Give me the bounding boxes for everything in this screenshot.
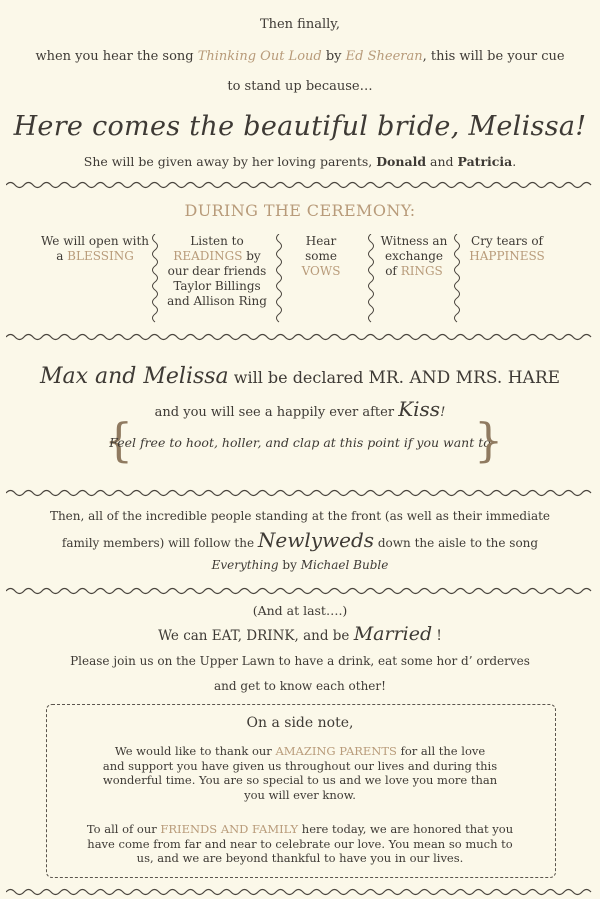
item-text: by our dear friends Taylor Billings and Allison Ring [167,249,267,308]
right-brace [474,413,504,467]
given-text: She will be given away by her loving parents, [83,154,377,169]
recessional-song-line [0,556,600,574]
brace-open-glyph: { [104,413,134,467]
recessional-text: family members) will follow the [61,536,258,550]
intro-text: by [321,49,346,64]
ceremony-item-rings [378,234,450,279]
item-text: Cry tears of [471,234,543,248]
para-line: you will ever know. [244,787,356,802]
para-text: We would like to thank our [114,744,276,758]
eat-word: EAT [211,628,238,644]
newlyweds-word: Newlyweds [257,528,375,552]
para-line: us, and we are beyond thankful to have you in our lives. [136,851,464,865]
closing-text: ! [432,628,442,644]
cheer-note-text: Feel free to hoot, holler, and clap at this point if you want to [109,435,491,450]
song-title: Thinking Out Loud [197,49,322,64]
para-line [0,822,600,837]
side-note-heading [0,714,600,732]
kiss-text: and you will see a happily ever after [154,405,399,420]
artist-name: Ed Sheeran [345,49,423,64]
recessional-text: Then, all of the incredible people standing at the front (as well as their immediate [49,509,551,523]
recessional-line-1 [0,507,600,525]
artist-name: Michael Buble [300,558,389,572]
brace-close-glyph: } [474,413,504,467]
closing-text: , [237,628,247,644]
parents-accent: AMAZING PARENTS [275,744,397,758]
given-away-line [0,153,600,171]
headline-text: Here comes the beautiful bride, Melissa! [13,111,587,142]
closing-line-3 [0,652,600,670]
column-divider [366,234,376,326]
para-line: and support you have given us throughout our lives and during this [102,758,498,773]
declare-text: will be declared [228,368,369,387]
intro-line-1 [0,16,600,34]
item-text: Witness an exchange of [380,234,448,278]
column-divider [150,234,160,326]
intro-line-3 [0,78,600,96]
item-accent: HAPPINESS [469,249,545,263]
ceremony-title-text: DURING THE CEREMONY: [184,201,416,220]
kiss-line [0,398,600,424]
intro-text: when you hear the song [35,49,198,64]
ceremony-item-readings [164,234,270,309]
recessional-line-2 [0,528,600,555]
closing-line-1 [0,602,600,620]
closing-line-4 [0,677,600,695]
intro-text: Then finally, [259,17,341,32]
song-title: Everything [211,558,279,572]
recessional-text: down the aisle to the song [374,536,539,550]
wavy-divider [6,887,594,897]
ceremony-item-blessing [40,234,150,264]
kiss-word: Kiss [398,397,441,421]
intro-text: , this will be your cue [422,49,565,64]
item-accent: RINGS [400,264,443,278]
side-note-paragraph-1 [0,744,600,802]
wavy-divider [6,332,594,342]
recessional-text: by [278,558,301,572]
para-text: here today, we are honored that you [298,822,514,836]
item-text: We will open with a [40,234,150,263]
item-text: Hear some [305,234,337,263]
column-divider [274,234,284,326]
para-text: To all of our [86,822,161,836]
ceremony-item-happiness [466,234,548,264]
intro-line-2 [0,48,600,66]
kiss-text: ! [440,405,446,420]
column-divider [452,234,462,326]
wavy-divider [6,180,594,190]
wavy-divider [6,488,594,498]
closing-text: (And at last….) [252,603,348,618]
side-note-heading-text: On a side note, [246,715,354,731]
drink-word: DRINK [246,628,295,644]
para-line [0,744,600,759]
intro-text: to stand up because… [227,79,373,94]
given-text: . [512,154,517,169]
declaration-line [0,364,600,391]
mr-mrs-title: MR. AND MRS. HARE [368,368,561,388]
couple-names: Max and Melissa [39,364,229,389]
item-text: Listen to [190,234,244,248]
father-name: Donald [376,154,427,169]
closing-text: We can [158,628,212,644]
married-word: Married [353,623,433,645]
friends-accent: FRIENDS AND FAMILY [160,822,299,836]
closing-text: , and be [294,628,354,644]
wavy-divider [6,586,594,596]
para-line: wonderful time. You are so special to us and we love you more than [102,773,498,787]
closing-text: Please join us on the Upper Lawn to have a drink, eat some hor d’ orderves [70,654,530,668]
closing-line-2 [0,622,600,648]
ceremony-item-vows [288,234,354,279]
closing-text: and get to know each other! [214,679,386,693]
item-accent: BLESSING [67,249,134,263]
ceremony-title [0,202,600,220]
para-text: for all the love [396,744,486,758]
item-accent: READINGS [173,249,243,263]
mother-name: Patricia [457,154,513,169]
side-note-paragraph-2 [0,822,600,866]
cheer-note [0,434,600,452]
para-line: have come from far and near to celebrate our love. You mean so much to [87,836,513,851]
item-accent: VOWS [301,264,341,278]
given-text: and [426,154,458,169]
bride-headline [0,110,600,144]
